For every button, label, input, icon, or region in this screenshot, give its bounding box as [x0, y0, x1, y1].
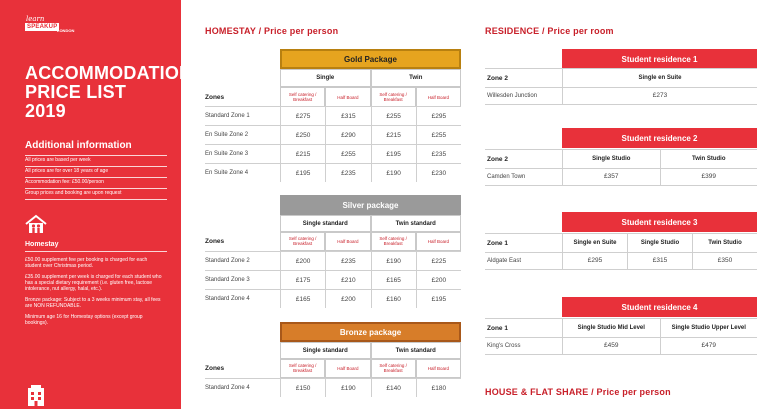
table-row	[485, 252, 757, 270]
group-label: Twin	[371, 69, 462, 87]
zone-header: Zone 1	[487, 239, 508, 247]
table-row	[205, 144, 461, 163]
residence-header: Student residence 4	[562, 297, 757, 317]
silver-package-header: Silver package	[280, 195, 461, 215]
group-label: Single	[280, 69, 371, 87]
homestay-note: Bronze package: Subject to a 3 weeks minimum stay, all fees are NON REFUNDABLE.	[25, 297, 161, 309]
table-row	[205, 289, 461, 308]
residence-column-headers	[485, 68, 757, 88]
table-row	[485, 168, 757, 186]
zone-label: Standard Zone 4	[205, 296, 250, 302]
price-cell: £225	[416, 252, 461, 270]
price-cell: £315	[627, 252, 692, 269]
price-cell: £200	[416, 271, 461, 289]
bronze-sub-headers	[280, 358, 461, 378]
homestay-note: Minimum age 16 for Homestay options (except group bookings).	[25, 314, 143, 326]
group-label: Twin standard	[371, 215, 462, 233]
price-cell: £195	[416, 290, 461, 308]
room-type-header: Single Studio Upper Level	[660, 319, 758, 337]
sub-label: Self catering / Breakfast	[371, 358, 416, 378]
price-cell: £315	[325, 107, 370, 125]
table-row	[205, 106, 461, 125]
sidebar	[0, 0, 193, 409]
title-line: ACCOMMODATION	[25, 63, 193, 83]
location-label: Camden Town	[487, 173, 526, 180]
price-cell: £150	[280, 379, 325, 397]
additional-info-title: Additional information	[25, 140, 132, 151]
price-cell: £399	[660, 168, 758, 185]
price-cell: £255	[325, 145, 370, 163]
room-type-header: Single en Suite	[562, 234, 627, 252]
price-cell: £195	[280, 164, 325, 182]
price-cell: £180	[416, 379, 461, 397]
room-type-header: Single Studio	[562, 150, 660, 168]
zones-label: Zones	[205, 238, 225, 245]
room-type-header: Twin Studio	[692, 234, 757, 252]
zone-header: Zone 2	[487, 155, 508, 163]
page-title	[25, 63, 193, 121]
info-item: All prices are for over 18 years of age	[25, 166, 167, 177]
residence-column-headers	[485, 318, 757, 338]
table-row	[205, 163, 461, 182]
price-cell: £230	[416, 164, 461, 182]
group-label: Single standard	[280, 342, 371, 360]
homestay-note: £50.00 supplement fee per booking is charged for each student over Christmas period.	[25, 257, 148, 269]
room-type-header: Twin Studio	[660, 150, 758, 168]
sub-label: Self catering / Breakfast	[280, 231, 325, 251]
residence-column-headers	[485, 233, 757, 253]
price-cell: £290	[325, 126, 370, 144]
sub-label: Half Board	[416, 358, 461, 378]
homestay-note: £35.00 supplement per week is charged for each student who has a special dietary requirement (i.e. gluten free, lactose intolerance, nut allergy, halal, etc.).	[25, 274, 162, 292]
residence-column-headers	[485, 149, 757, 169]
room-type-header: Single Studio Mid Level	[562, 319, 660, 337]
price-cell: £160	[371, 290, 416, 308]
additional-info-list	[25, 155, 167, 200]
table-row	[205, 125, 461, 144]
price-cell: £215	[280, 145, 325, 163]
house-flat-share-heading: HOUSE & FLAT SHARE / Price per person	[485, 387, 671, 397]
gold-sub-headers	[280, 87, 461, 107]
price-cell: £275	[280, 107, 325, 125]
price-cell: £210	[325, 271, 370, 289]
zones-label: Zones	[205, 365, 225, 372]
group-label: Twin standard	[371, 342, 462, 360]
table-row	[485, 337, 757, 355]
bronze-package-header: Bronze package	[280, 322, 461, 342]
location-label: Aldgate East	[487, 257, 522, 264]
price-cell: £357	[562, 168, 660, 185]
sub-label: Self catering / Breakfast	[280, 87, 325, 107]
price-cell: £295	[416, 107, 461, 125]
zone-label: Standard Zone 2	[205, 258, 250, 264]
price-cell: £190	[371, 164, 416, 182]
sub-label: Half Board	[325, 358, 370, 378]
price-cell: £190	[371, 252, 416, 270]
zone-label: En Suite Zone 3	[205, 151, 249, 157]
price-cell: £459	[562, 337, 660, 354]
homestay-notes-title: Homestay	[25, 241, 167, 252]
location-label: King's Cross	[487, 342, 521, 349]
logo-speakup-text: SPEAKUP	[27, 24, 58, 30]
price-cell: £235	[325, 252, 370, 270]
zones-label: Zones	[205, 94, 225, 101]
residence-header: Student residence 3	[562, 212, 757, 232]
price-cell: £273	[562, 87, 757, 104]
zone-label: En Suite Zone 4	[205, 170, 249, 176]
price-cell: £479	[660, 337, 758, 354]
table-row	[205, 270, 461, 289]
gold-package-header: Gold Package	[280, 49, 461, 69]
info-item: All prices are based per week	[25, 155, 167, 166]
table-row	[205, 251, 461, 270]
price-cell: £140	[371, 379, 416, 397]
group-label: Single standard	[280, 215, 371, 233]
price-cell: £200	[280, 252, 325, 270]
sub-label: Self catering / Breakfast	[371, 87, 416, 107]
price-cell: £175	[280, 271, 325, 289]
price-cell: £295	[562, 252, 627, 269]
room-type-header: Single Studio	[627, 234, 692, 252]
table-row	[485, 87, 757, 105]
price-cell: £255	[371, 107, 416, 125]
price-cell: £235	[416, 145, 461, 163]
price-cell: £190	[325, 379, 370, 397]
title-line: PRICE LIST	[25, 82, 127, 102]
zone-label: Standard Zone 3	[205, 277, 250, 283]
price-cell: £235	[325, 164, 370, 182]
residence-header: Student residence 2	[562, 128, 757, 148]
sub-label: Half Board	[325, 87, 370, 107]
price-cell: £165	[371, 271, 416, 289]
location-label: Willesden Junction	[487, 92, 538, 99]
residence-heading: RESIDENCE / Price per room	[485, 26, 614, 36]
price-cell: £350	[692, 252, 757, 269]
price-cell: £195	[371, 145, 416, 163]
title-line: 2019	[25, 101, 66, 121]
home-family-icon	[25, 214, 47, 234]
building-icon	[26, 384, 46, 406]
room-type-header: Single en Suite	[562, 69, 757, 87]
table-row	[205, 378, 461, 397]
price-cell: £215	[371, 126, 416, 144]
info-item: Group prices and booking are upon request	[25, 188, 167, 200]
zone-label: En Suite Zone 2	[205, 132, 249, 138]
logo-london-text: LONDON	[57, 28, 75, 33]
zone-label: Standard Zone 1	[205, 113, 250, 119]
logo-learn-text: learn	[26, 15, 45, 23]
info-item: Accommodation fee: £50.00/person	[25, 177, 167, 188]
sub-label: Half Board	[416, 87, 461, 107]
speakup-logo	[25, 14, 167, 40]
price-cell: £165	[280, 290, 325, 308]
homestay-heading: HOMESTAY / Price per person	[205, 26, 339, 36]
price-cell: £255	[416, 126, 461, 144]
sub-label: Half Board	[325, 231, 370, 251]
price-cell: £250	[280, 126, 325, 144]
zone-header: Zone 2	[487, 74, 508, 82]
sub-label: Self catering / Breakfast	[280, 358, 325, 378]
silver-sub-headers	[280, 231, 461, 251]
price-cell: £200	[325, 290, 370, 308]
zone-header: Zone 1	[487, 324, 508, 332]
gold-package-groups	[280, 69, 461, 87]
residence-header: Student residence 1	[562, 49, 757, 69]
zone-label: Standard Zone 4	[205, 385, 250, 391]
sub-label: Half Board	[416, 231, 461, 251]
sub-label: Self catering / Breakfast	[371, 231, 416, 251]
